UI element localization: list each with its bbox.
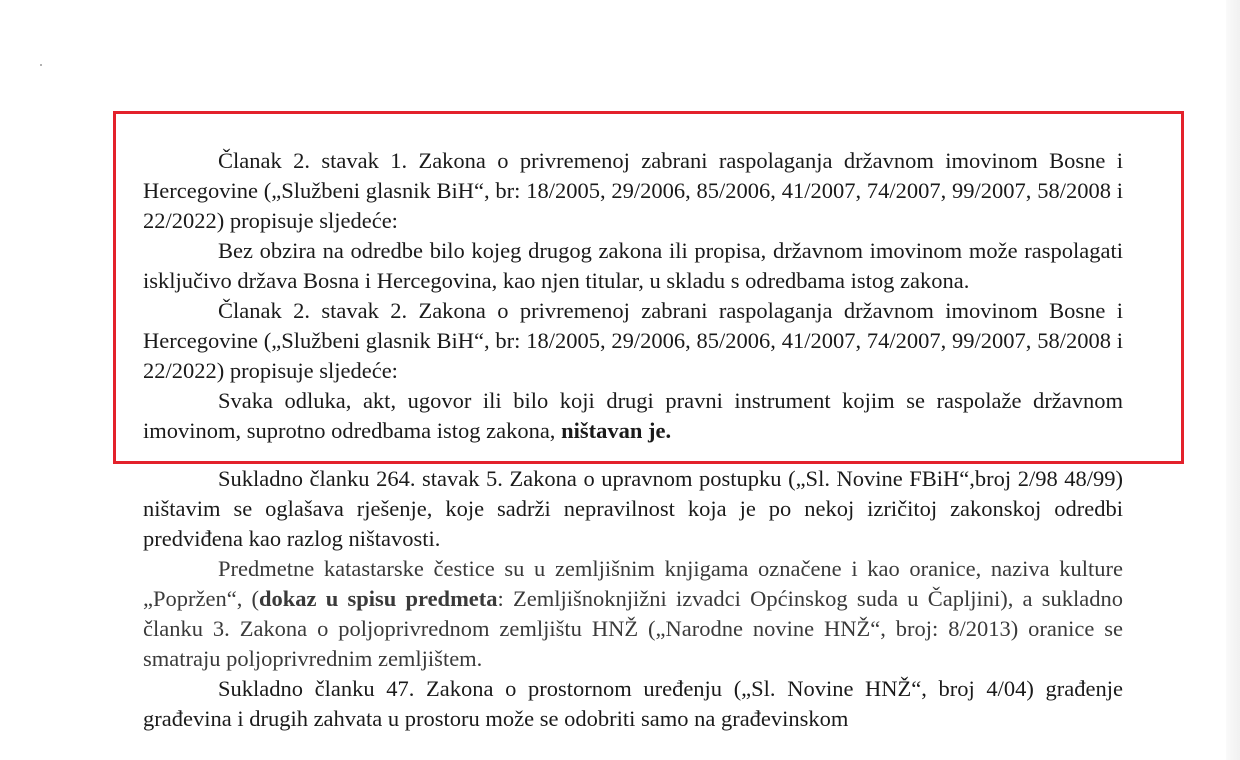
paragraph-clanak-2-stavak-1: Članak 2. stavak 1. Zakona o privremenoj zabrani raspolaganja državnom imovinom Bosne i Hercegovine („Službeni glasnik BiH“, br: 18/2005, 29/2006, 85/2006, 41/2007, 74/2007, 99/2007, 58/2008 i 22/2022) propisuje sljedeće: <box>143 148 1123 233</box>
paragraph-quote-1: Bez obzira na odredbe bilo kojeg drugog zakona ili propisa, državnom imovinom može raspolagati isključivo država Bosna i Hercegovina, kao njen titular, u skladu s odredbama istog zakona. <box>143 238 1123 293</box>
cestice-text-before: Predmetne katastarske čestice su u zemljišnim knjigama označene i kao oranice, naziva kulture „Popržen“, ( <box>143 556 1123 611</box>
scan-speck <box>40 64 42 66</box>
scan-edge-shadow <box>1226 0 1240 760</box>
cestice-text-after: : Zemljišnoknjižni izvadci Općinskog suda u Čapljini), a sukladno članku 3. Zakona o poljoprivrednom zemljištu HNŽ („Narodne novine HNŽ“, broj: 8/2013) oranice se smatraju poljoprivrednim zemljištem. <box>143 586 1123 671</box>
quote-2-bold: ništavan je. <box>561 418 672 443</box>
body-text-block <box>143 464 1123 734</box>
red-highlight-frame <box>113 111 1184 464</box>
paragraph-clanak-264: Sukladno članku 264. stavak 5. Zakona o upravnom postupku („Sl. Novine FBiH“,broj 2/98 48/99) ništavim se oglašava rješenje, koje sadrži nepravilnost koja je po nekoj izričitoj zakonskoj odredbi predviđena kao razlog ništavosti. <box>143 466 1123 551</box>
paragraph-clanak-2-stavak-2: Članak 2. stavak 2. Zakona o privremenoj zabrani raspolaganja državnom imovinom Bosne i Hercegovine („Službeni glasnik BiH“, br: 18/2005, 29/2006, 85/2006, 41/2007, 74/2007, 99/2007, 58/2008 i 22/2022) propisuje sljedeće: <box>143 298 1123 383</box>
quote-2-text: Svaka odluka, akt, ugovor ili bilo koji drugi pravni instrument kojim se raspolaže državnom imovinom, suprotno odredbama istog zakona, <box>143 388 1123 443</box>
paragraph-clanak-47: Sukladno članku 47. Zakona o prostornom uređenju („Sl. Novine HNŽ“, broj 4/04) građenje građevina i drugih zahvata u prostoru može se odobriti samo na građevinskom <box>143 676 1123 731</box>
paragraph-katastarske-cestice <box>143 554 1123 674</box>
cestice-bold: dokaz u spisu predmeta <box>259 586 498 611</box>
